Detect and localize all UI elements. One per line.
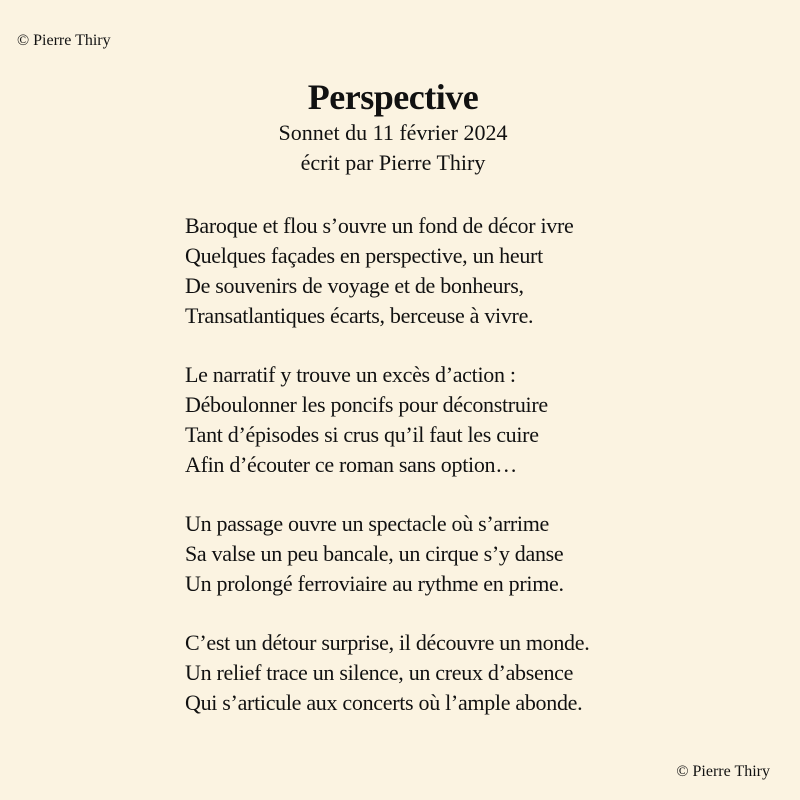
stanza-2 (185, 360, 765, 480)
poem-author-line: écrit par Pierre Thiry (300, 150, 486, 175)
copyright-notice-top: © Pierre Thiry (17, 32, 111, 49)
poem-line: Transatlantiques écarts, berceuse à vivre. (185, 303, 534, 328)
poem-line: Sa valse un peu bancale, un cirque s’y danse (185, 541, 564, 566)
stanza-3 (185, 509, 765, 599)
poem-body (185, 211, 765, 747)
poem-line: Déboulonner les poncifs pour déconstruire (185, 392, 548, 417)
poem-line: De souvenirs de voyage et de bonheurs, (185, 273, 524, 298)
poem-line: Un passage ouvre un spectacle où s’arrime (185, 511, 549, 536)
poem-date-subtitle: Sonnet du 11 février 2024 (278, 120, 508, 145)
poem-line: Un relief trace un silence, un creux d’absence (185, 660, 574, 685)
poem-line: Quelques façades en perspective, un heurt (185, 243, 543, 268)
poem-line: Afin d’écouter ce roman sans option… (185, 452, 517, 477)
stanza-1 (185, 211, 765, 331)
poem-line: Baroque et flou s’ouvre un fond de décor ivre (185, 213, 574, 238)
copyright-notice-bottom: © Pierre Thiry (676, 763, 770, 780)
poem-line: Tant d’épisodes si crus qu’il faut les cuire (185, 422, 539, 447)
poem-line: Un prolongé ferroviaire au rythme en prime. (185, 571, 564, 596)
poem-header (0, 76, 786, 178)
poem-title: Perspective (307, 77, 479, 117)
stanza-4 (185, 628, 765, 718)
poem-line: Le narratif y trouve un excès d’action : (185, 362, 516, 387)
poem-line: Qui s’articule aux concerts où l’ample abonde. (185, 690, 583, 715)
poem-line: C’est un détour surprise, il découvre un monde. (185, 630, 590, 655)
